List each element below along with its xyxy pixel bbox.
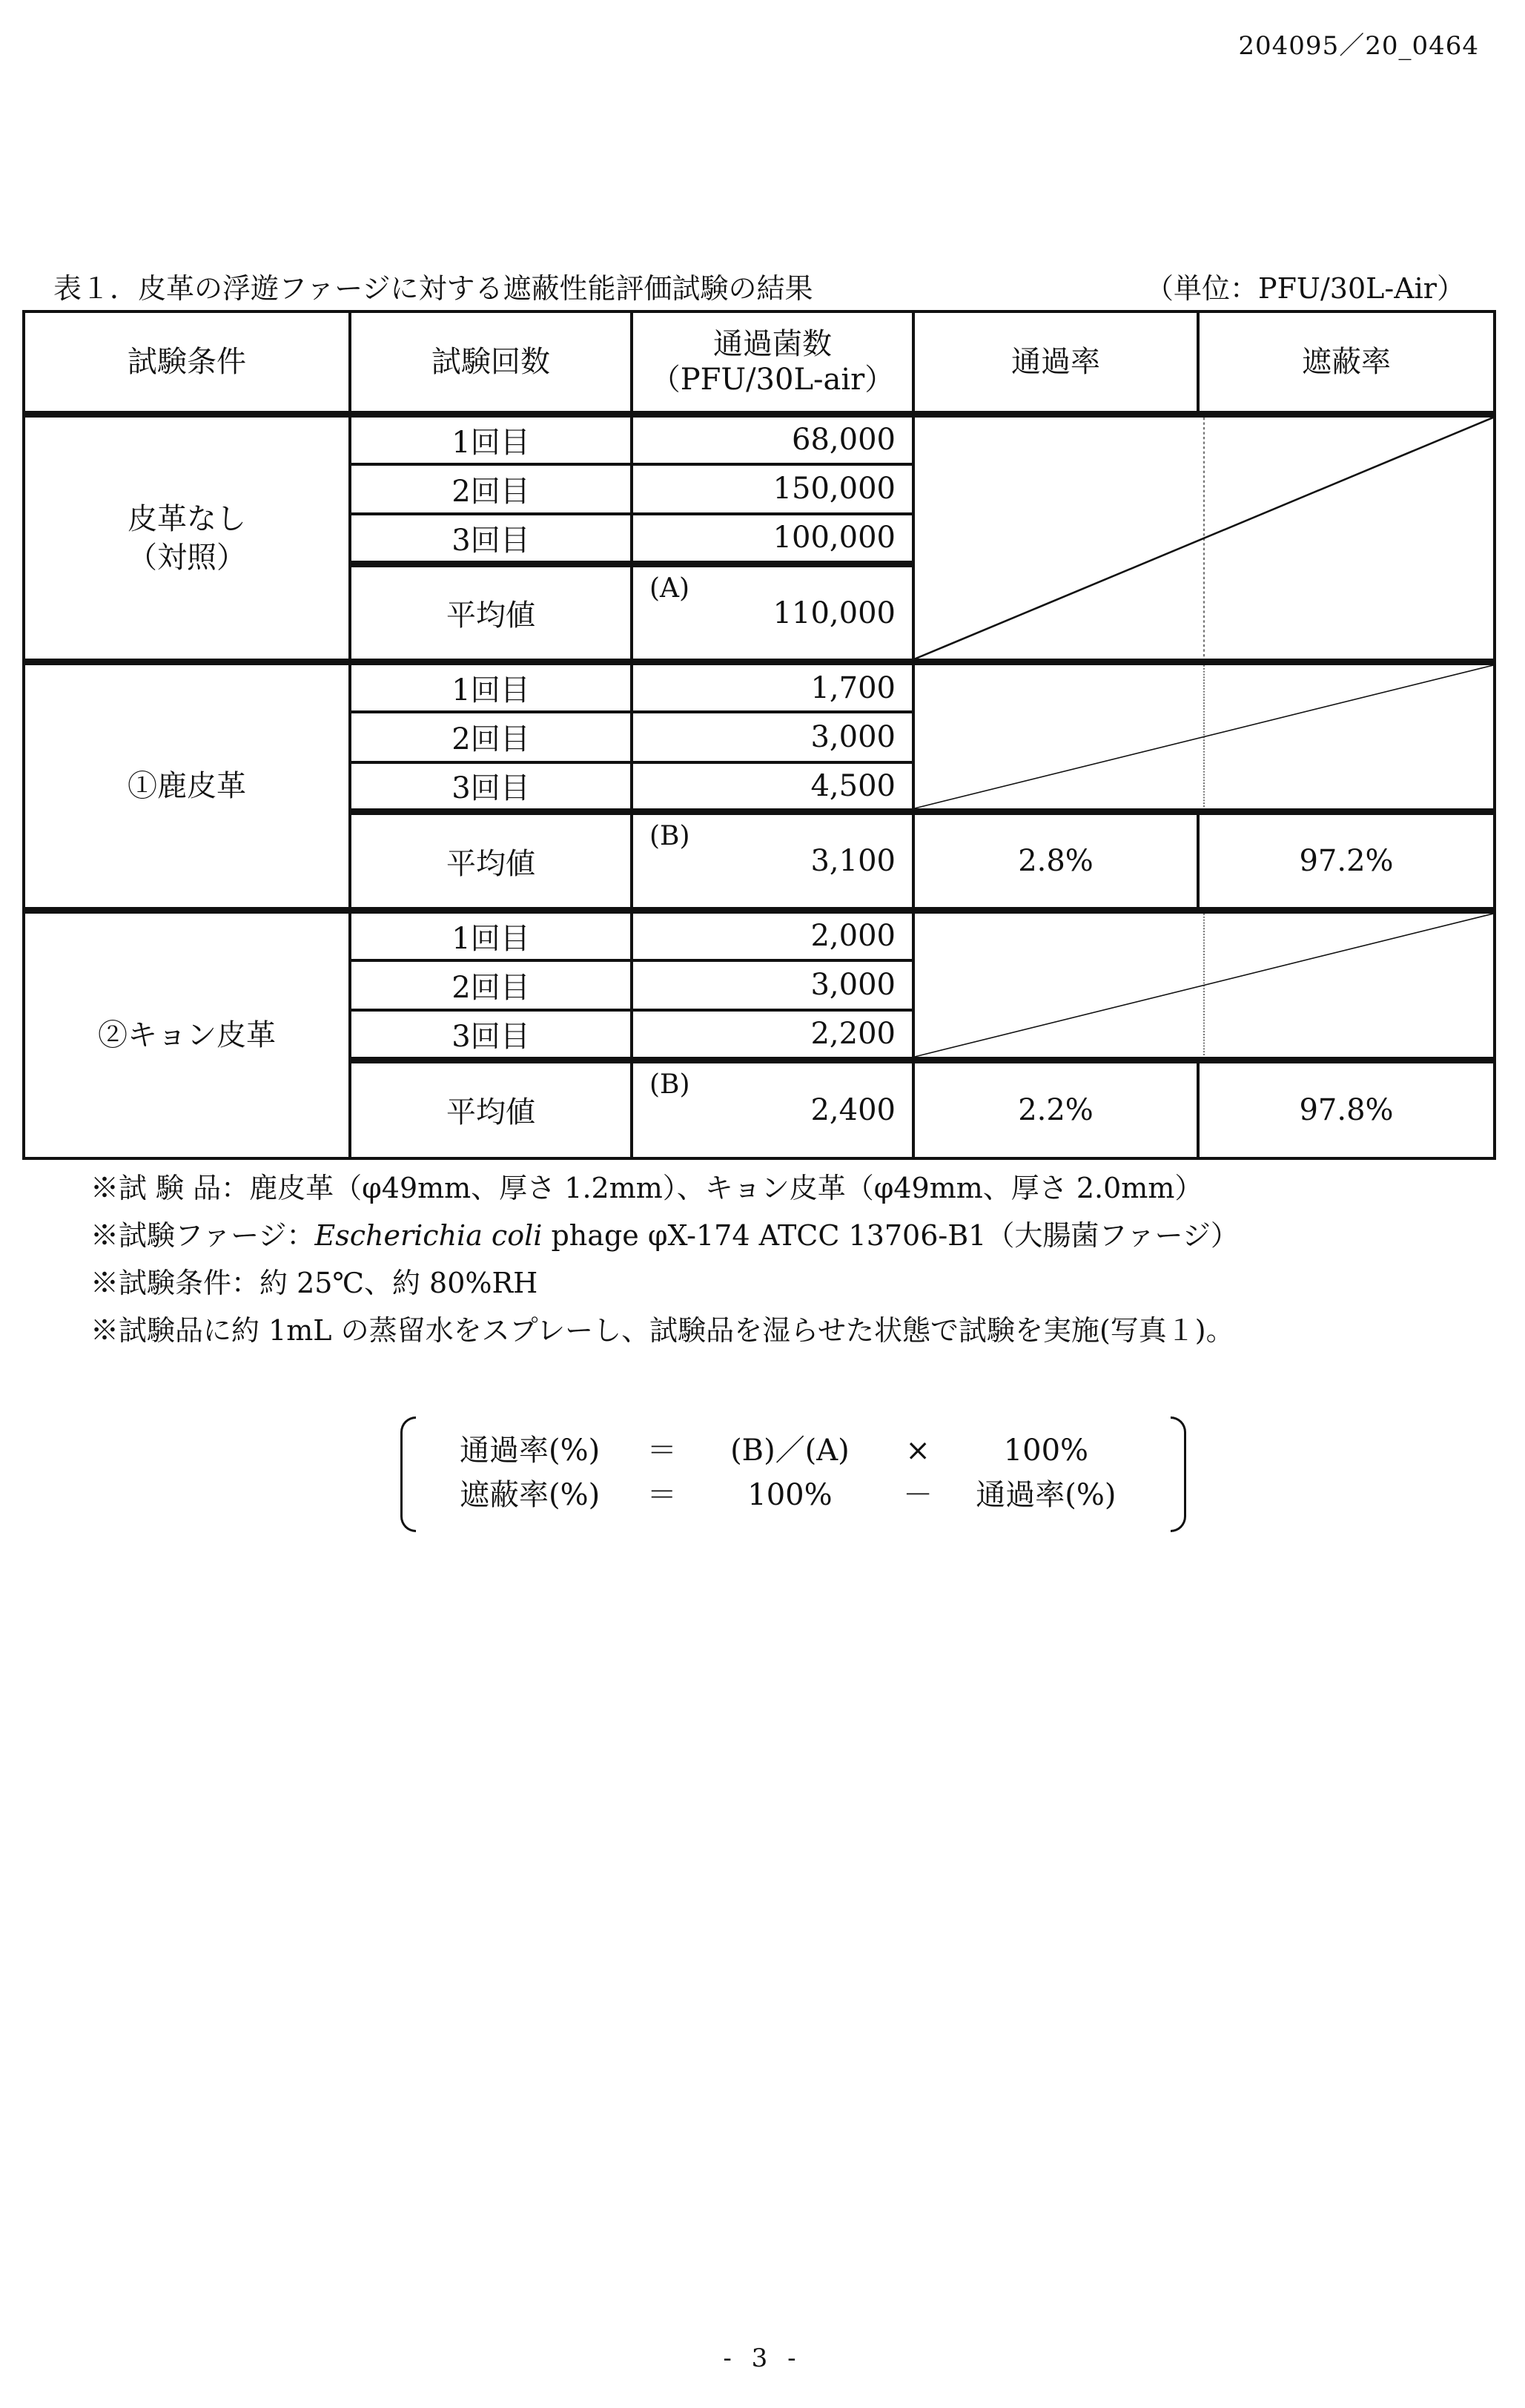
average-value: 3,100 [810, 844, 896, 879]
formula-row-shield [460, 1471, 1120, 1514]
document-id: 204095／20_0464 [1238, 31, 1479, 61]
note-procedure: ※試験品に約 1mL の蒸留水をスプレーし、試験品を湿らせた状態で試験を実施(写真１)。 [90, 1314, 1234, 1347]
shield-rate: 97.8% [1198, 1060, 1495, 1158]
shield-rate: 97.2% [1198, 812, 1495, 911]
header-shield-rate: 遮蔽率 [1198, 311, 1495, 415]
trial-label: 2回目 [350, 712, 632, 762]
right-bracket [1171, 1416, 1186, 1532]
left-bracket [400, 1416, 416, 1532]
header-condition: 試験条件 [24, 311, 350, 415]
condition-line2: （対照） [128, 540, 246, 575]
formula-eq: ＝ [646, 1434, 677, 1468]
note-phage [90, 1212, 1239, 1259]
average-marker: (B) [649, 1069, 690, 1100]
note-phage-prefix: ※試験ファージ： [90, 1219, 315, 1252]
trial-label: 2回目 [350, 464, 632, 514]
table-caption: 表１．皮革の浮遊ファージに対する遮蔽性能評価試験の結果 [53, 272, 813, 305]
trial-count: 100,000 [632, 514, 913, 564]
note-phage-suffix: phage φX-174 ATCC 13706-B1（大腸菌ファージ） [542, 1219, 1239, 1252]
trial-label: 1回目 [350, 415, 632, 464]
strike-diagonal [915, 418, 1493, 659]
trial-label: 3回目 [350, 1010, 632, 1060]
formula-op: × [905, 1434, 930, 1468]
average-value: 110,000 [773, 596, 896, 630]
table-row [24, 910, 1495, 960]
condition-cell [24, 662, 350, 910]
average-marker: (A) [649, 573, 690, 604]
condition-line1: ②キョン皮革 [98, 1017, 276, 1052]
trial-count: 3,000 [632, 712, 913, 762]
page-number: - 3 - [723, 2343, 802, 2373]
strike-diagonal [915, 665, 1493, 808]
trial-label: 3回目 [350, 514, 632, 564]
average-marker: (B) [649, 821, 690, 852]
trial-count: 2,000 [632, 910, 913, 960]
header-count-line1: 通過菌数 [713, 327, 832, 361]
trial-count: 150,000 [632, 464, 913, 514]
condition-line1: ①鹿皮革 [128, 769, 246, 804]
average-count [632, 1060, 913, 1158]
empty-diagonal-cell [913, 662, 1495, 812]
pass-rate: 2.2% [913, 1060, 1198, 1158]
average-label: 平均値 [350, 1060, 632, 1158]
average-count [632, 812, 913, 911]
trial-count: 3,000 [632, 960, 913, 1010]
note-sample: ※試 験 品：鹿皮革（φ49mm、厚さ 1.2mm）、キョン皮革（φ49mm、厚さ 2.0mm） [90, 1172, 1203, 1204]
condition-cell [24, 415, 350, 662]
table-row [24, 415, 1495, 464]
empty-diagonal-cell [913, 415, 1495, 662]
table-row [24, 662, 1495, 712]
condition-cell [24, 910, 350, 1158]
empty-diagonal-cell [913, 910, 1495, 1060]
average-label: 平均値 [350, 812, 632, 911]
formula-lhs: 通過率(%) [460, 1434, 601, 1468]
unit-label: （単位：PFU/30L-Air） [1145, 272, 1465, 305]
notes-block [90, 1164, 1239, 1354]
trial-label: 2回目 [350, 960, 632, 1010]
header-pass-rate: 通過率 [913, 311, 1198, 415]
condition-line1: 皮革なし [128, 501, 246, 536]
trial-label: 1回目 [350, 910, 632, 960]
trial-count: 4,500 [632, 762, 913, 812]
formula-term-b: 100% [1003, 1434, 1089, 1468]
formula-term-a: 100% [747, 1478, 833, 1512]
average-value: 2,400 [810, 1092, 896, 1127]
formula-op: － [903, 1478, 933, 1512]
note-conditions: ※試験条件：約 25℃、約 80%RH [90, 1267, 538, 1299]
formula-term-b: 通過率(%) [976, 1478, 1117, 1512]
average-label: 平均値 [350, 564, 632, 662]
trial-label: 3回目 [350, 762, 632, 812]
note-phage-species: Escherichia coli [314, 1219, 543, 1252]
strike-diagonal [915, 914, 1493, 1057]
formula-box [400, 1416, 1186, 1528]
header-count-line2: （PFU/30L-air） [650, 363, 895, 397]
trial-count: 1,700 [632, 662, 913, 712]
trial-count: 68,000 [632, 415, 913, 464]
trial-label: 1回目 [350, 662, 632, 712]
formula-lhs: 遮蔽率(%) [460, 1478, 601, 1512]
trial-count: 2,200 [632, 1010, 913, 1060]
header-trial: 試験回数 [350, 311, 632, 415]
table-header-row [24, 311, 1495, 415]
pass-rate: 2.8% [913, 812, 1198, 911]
formula-row-pass [460, 1427, 1120, 1469]
header-count [632, 311, 913, 415]
formula-term-a: (B)／(A) [730, 1434, 850, 1468]
average-count [632, 564, 913, 662]
formula-eq: ＝ [646, 1478, 677, 1512]
results-table [22, 310, 1496, 1160]
